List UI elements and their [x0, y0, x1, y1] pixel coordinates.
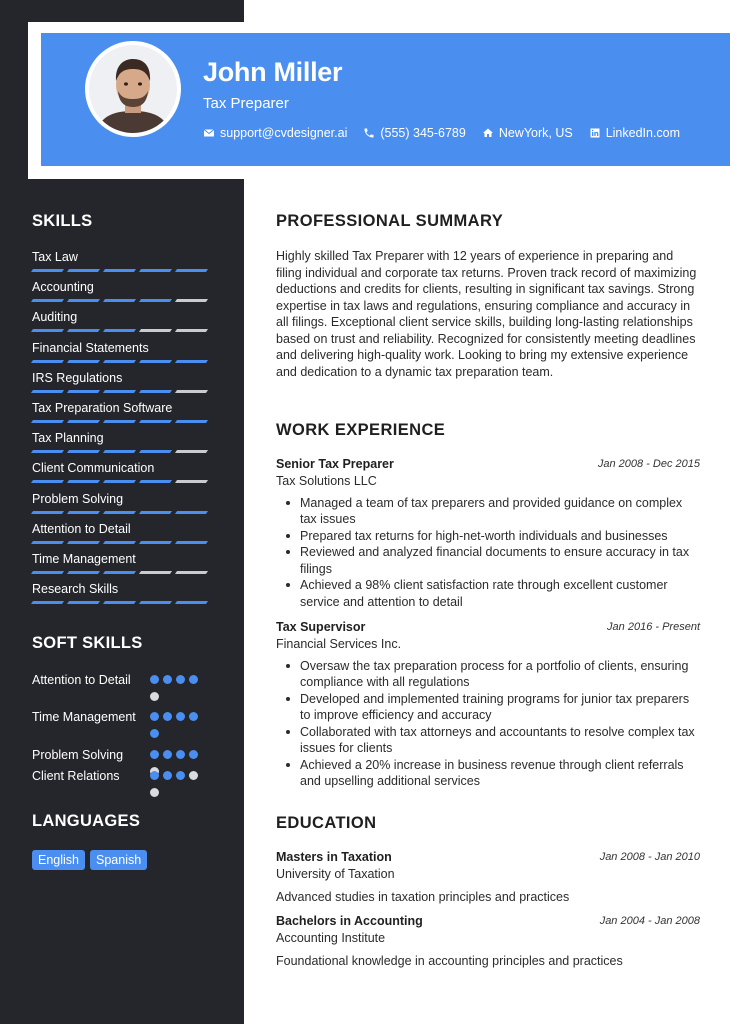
rating-dot — [163, 771, 172, 780]
skill-level-bar — [32, 480, 212, 483]
languages-heading: LANGUAGES — [32, 812, 141, 830]
skill-name: Auditing — [32, 310, 78, 324]
rating-dot — [189, 712, 198, 721]
skill-item — [32, 400, 212, 423]
experience-bullet: Collaborated with tax attorneys and accountants to resolve complex tax issues for clients — [276, 724, 700, 757]
skill-item — [32, 249, 212, 272]
experience-bullet: Reviewed and analyzed financial documents to ensure accuracy in tax filings — [276, 544, 700, 577]
skill-level-segment — [67, 360, 100, 363]
rating-dot — [176, 712, 185, 721]
skill-level-segment — [103, 601, 136, 604]
contact-phone[interactable] — [363, 126, 465, 140]
skill-level-segment — [31, 450, 64, 453]
soft-skills-heading: SOFT SKILLS — [32, 634, 143, 652]
contact-bar — [203, 126, 696, 140]
soft-skill-rating — [150, 771, 206, 805]
skill-level-segment — [103, 571, 136, 574]
rating-dot — [150, 692, 159, 701]
home-icon — [482, 127, 494, 139]
skill-item — [32, 581, 212, 604]
skill-level-segment — [103, 541, 136, 544]
skill-level-segment — [139, 269, 172, 272]
skill-level-segment — [139, 299, 172, 302]
language-tag: English — [32, 850, 85, 870]
skill-level-segment — [139, 329, 172, 332]
skill-level-segment — [103, 420, 136, 423]
skill-level-segment — [67, 390, 100, 393]
skill-level-segment — [175, 571, 208, 574]
skill-name: Tax Preparation Software — [32, 401, 173, 415]
skill-level-segment — [31, 511, 64, 514]
skill-level-segment — [67, 511, 100, 514]
skill-level-bar — [32, 299, 212, 302]
experience-bullets — [276, 658, 700, 790]
skill-level-segment — [139, 390, 172, 393]
avatar — [85, 41, 181, 137]
skill-level-segment — [67, 299, 100, 302]
skill-level-segment — [31, 360, 64, 363]
skill-level-segment — [175, 601, 208, 604]
skill-level-segment — [103, 329, 136, 332]
experience-company: Tax Solutions LLC — [276, 474, 377, 488]
experience-dates: Jan 2016 - Present — [607, 621, 700, 633]
skills-heading: SKILLS — [32, 212, 93, 230]
rating-dot — [189, 675, 198, 684]
skill-item — [32, 279, 212, 302]
rating-dot — [176, 750, 185, 759]
skill-level-segment — [31, 390, 64, 393]
experience-role: Senior Tax Preparer — [276, 457, 394, 471]
rating-dot — [150, 750, 159, 759]
soft-skill-rating — [150, 675, 206, 709]
skill-level-segment — [175, 360, 208, 363]
skill-level-bar — [32, 571, 212, 574]
rating-dot — [150, 729, 159, 738]
skill-level-segment — [31, 299, 64, 302]
skill-item — [32, 309, 212, 332]
experience-entry — [276, 619, 700, 790]
experience-bullet: Oversaw the tax preparation process for a portfolio of clients, ensuring compliance with all regulations — [276, 658, 700, 691]
skill-item — [32, 460, 212, 483]
soft-skill-name: Client Relations — [32, 769, 120, 783]
skill-level-segment — [175, 299, 208, 302]
contact-email-text: support@cvdesigner.ai — [220, 126, 348, 140]
summary-heading: PROFESSIONAL SUMMARY — [276, 212, 504, 230]
skill-level-bar — [32, 511, 212, 514]
soft-skill-rating — [150, 712, 206, 746]
soft-skill-name: Problem Solving — [32, 748, 124, 762]
experience-entry — [276, 456, 700, 610]
skill-level-segment — [139, 571, 172, 574]
experience-bullet: Achieved a 20% increase in business revenue through client referrals and upselling additional services — [276, 757, 700, 790]
contact-phone-text: (555) 345-6789 — [380, 126, 466, 140]
education-degree: Masters in Taxation — [276, 850, 392, 864]
skill-level-bar — [32, 541, 212, 544]
skill-level-segment — [103, 511, 136, 514]
education-dates: Jan 2008 - Jan 2010 — [599, 851, 700, 863]
skill-level-segment — [175, 480, 208, 483]
skill-level-segment — [103, 480, 136, 483]
skill-name: Client Communication — [32, 461, 155, 475]
skill-name: Attention to Detail — [32, 522, 131, 536]
skill-name: IRS Regulations — [32, 371, 123, 385]
skill-level-segment — [139, 420, 172, 423]
skill-name: Tax Law — [32, 250, 78, 264]
skill-name: Financial Statements — [32, 341, 149, 355]
experience-dates: Jan 2008 - Dec 2015 — [597, 458, 700, 470]
skill-level-segment — [175, 450, 208, 453]
experience-role: Tax Supervisor — [276, 620, 366, 634]
skill-level-segment — [139, 480, 172, 483]
skill-level-segment — [103, 450, 136, 453]
skill-level-segment — [103, 269, 136, 272]
experience-bullet: Achieved a 98% client satisfaction rate through excellent customer service and attention to detail — [276, 577, 700, 610]
skill-level-segment — [67, 329, 100, 332]
rating-dot — [176, 771, 185, 780]
skill-level-segment — [139, 450, 172, 453]
summary-text: Highly skilled Tax Preparer with 12 years of experience in preparing and filing individual and corporate tax returns. Proven track record of maximizing deductions and credits for clients, resulting in significant tax savings. Strong expertise in tax laws and regulations, ensuring compliance and accuracy in all filings. Exceptional client service skills, building long-lasting relationships based on trust and reliability. Recognized for consistently meeting deadlines and delivering high-quality work. Looking to bring my extensive experience and dedication to a dynamic tax preparation team. — [276, 249, 697, 379]
skill-level-segment — [31, 269, 64, 272]
header-banner — [41, 33, 730, 166]
phone-icon — [363, 127, 375, 139]
skill-level-segment — [175, 511, 208, 514]
rating-dot — [163, 712, 172, 721]
skill-level-bar — [32, 329, 212, 332]
skill-name: Problem Solving — [32, 492, 124, 506]
experience-bullets — [276, 495, 700, 611]
skill-level-segment — [175, 420, 208, 423]
education-entry — [276, 913, 700, 969]
skill-item — [32, 491, 212, 514]
education-heading: EDUCATION — [276, 814, 377, 832]
skill-level-segment — [175, 269, 208, 272]
skill-level-segment — [103, 299, 136, 302]
contact-location-text: NewYork, US — [498, 126, 573, 140]
education-entry — [276, 849, 700, 905]
skill-level-segment — [139, 601, 172, 604]
rating-dot — [150, 788, 159, 797]
skill-level-segment — [31, 480, 64, 483]
skill-level-bar — [32, 450, 212, 453]
skill-item — [32, 551, 212, 574]
candidate-title: Tax Preparer — [203, 95, 289, 112]
soft-skill-name: Time Management — [32, 710, 136, 724]
skill-level-segment — [139, 541, 172, 544]
skill-name: Accounting — [32, 280, 94, 294]
skill-level-segment — [103, 360, 136, 363]
rating-dot — [189, 750, 198, 759]
skill-level-bar — [32, 269, 212, 272]
rating-dot — [163, 750, 172, 759]
skill-item — [32, 430, 212, 453]
education-description: Foundational knowledge in accounting principles and practices — [276, 953, 623, 968]
skill-name: Tax Planning — [32, 431, 104, 445]
skill-level-segment — [139, 360, 172, 363]
rating-dot — [163, 675, 172, 684]
skill-level-segment — [175, 390, 208, 393]
skill-level-segment — [103, 390, 136, 393]
skill-level-bar — [32, 390, 212, 393]
education-school: Accounting Institute — [276, 931, 386, 945]
soft-skill-name: Attention to Detail — [32, 673, 131, 687]
skill-item — [32, 521, 212, 544]
skill-level-bar — [32, 420, 212, 423]
skill-name: Research Skills — [32, 582, 119, 596]
skill-level-segment — [31, 420, 64, 423]
language-tag: Spanish — [90, 850, 147, 870]
skill-level-segment — [175, 329, 208, 332]
contact-location — [482, 126, 573, 140]
candidate-name: John Miller — [203, 57, 343, 87]
header-frame — [28, 22, 730, 179]
skill-level-segment — [67, 269, 100, 272]
skill-item — [32, 340, 212, 363]
contact-email[interactable] — [203, 126, 347, 140]
skill-level-bar — [32, 601, 212, 604]
skill-item — [32, 370, 212, 393]
education-school: University of Taxation — [276, 867, 395, 881]
skill-level-segment — [31, 541, 64, 544]
skill-level-segment — [31, 601, 64, 604]
skill-level-segment — [139, 511, 172, 514]
skill-level-segment — [175, 541, 208, 544]
rating-dot — [189, 771, 198, 780]
contact-linkedin-text: LinkedIn.com — [605, 126, 681, 140]
rating-dot — [150, 675, 159, 684]
skill-level-segment — [67, 420, 100, 423]
experience-heading: WORK EXPERIENCE — [276, 421, 446, 439]
experience-bullet: Developed and implemented training programs for junior tax preparers to improve efficiency and accuracy — [276, 691, 700, 724]
education-dates: Jan 2004 - Jan 2008 — [599, 915, 700, 927]
experience-company: Financial Services Inc. — [276, 637, 402, 651]
education-degree: Bachelors in Accounting — [276, 914, 423, 928]
profile-photo — [89, 45, 177, 133]
contact-linkedin[interactable] — [589, 126, 680, 140]
education-description: Advanced studies in taxation principles and practices — [276, 889, 570, 904]
skill-level-segment — [67, 601, 100, 604]
skill-level-segment — [67, 450, 100, 453]
languages-list — [32, 850, 152, 870]
rating-dot — [150, 771, 159, 780]
skill-name: Time Management — [32, 552, 136, 566]
skill-level-segment — [67, 571, 100, 574]
skill-level-segment — [67, 480, 100, 483]
experience-bullet: Managed a team of tax preparers and provided guidance on complex tax issues — [276, 495, 700, 528]
skill-level-bar — [32, 360, 212, 363]
rating-dot — [176, 675, 185, 684]
rating-dot — [150, 712, 159, 721]
linkedin-icon — [589, 127, 601, 139]
email-icon — [203, 127, 215, 139]
experience-bullet: Prepared tax returns for high-net-worth individuals and businesses — [276, 528, 700, 545]
skill-level-segment — [31, 329, 64, 332]
skill-level-segment — [31, 571, 64, 574]
skill-level-segment — [67, 541, 100, 544]
